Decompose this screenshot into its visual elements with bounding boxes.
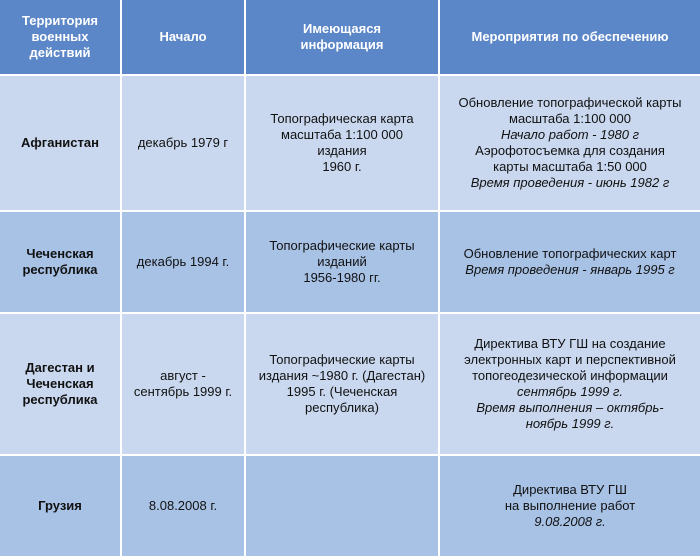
cell-line: декабрь 1994 г. bbox=[136, 254, 230, 269]
territory-cell bbox=[0, 76, 122, 212]
cell-line: Директива ВТУ ГШ на создание bbox=[474, 336, 666, 351]
cell-line-italic: 9.08.2008 г. bbox=[534, 514, 606, 529]
actions-cell bbox=[440, 456, 700, 558]
cell-line: информация bbox=[300, 37, 384, 52]
cell-line: издания bbox=[317, 143, 367, 158]
cell-line: республика bbox=[22, 262, 98, 277]
cell-line: республика) bbox=[305, 400, 379, 415]
cell-line: военных bbox=[31, 29, 89, 44]
cell-line: 1995 г. (Чеченская bbox=[286, 384, 398, 399]
info-cell bbox=[246, 212, 440, 314]
cell-line: 1960 г. bbox=[322, 159, 362, 174]
territory-cell bbox=[0, 314, 122, 456]
header-territory bbox=[0, 0, 122, 76]
cell-line: действий bbox=[29, 45, 91, 60]
territory-cell bbox=[0, 456, 122, 558]
cell-line: Афганистан bbox=[21, 135, 99, 150]
cell-line-italic: Начало работ - 1980 г bbox=[500, 127, 640, 142]
header-info bbox=[246, 0, 440, 76]
info-cell bbox=[246, 456, 440, 558]
cell-line: Грузия bbox=[38, 498, 82, 513]
header-actions bbox=[440, 0, 700, 76]
cell-line: Обновление топографической карты bbox=[458, 95, 682, 110]
start-cell bbox=[122, 76, 246, 212]
cell-line: Аэрофотосъемка для создания bbox=[475, 143, 665, 158]
cell-line: Начало bbox=[159, 29, 207, 44]
cell-line: Топографические карты bbox=[269, 352, 415, 367]
start-cell bbox=[122, 314, 246, 456]
table-row bbox=[0, 314, 700, 456]
cell-line: Обновление топографических карт bbox=[463, 246, 677, 261]
cell-line: август - bbox=[160, 368, 206, 383]
cell-line-italic: сентябрь 1999 г. bbox=[516, 384, 624, 399]
cell-line: Мероприятия по обеспечению bbox=[471, 29, 669, 44]
territory-cell bbox=[0, 212, 122, 314]
cell-line-italic: Время проведения - январь 1995 г bbox=[465, 262, 675, 277]
header-row bbox=[0, 0, 700, 76]
info-cell bbox=[246, 76, 440, 212]
cell-line: сентябрь 1999 г. bbox=[133, 384, 233, 399]
actions-cell bbox=[440, 314, 700, 456]
cell-line: масштаба 1:100 000 bbox=[281, 127, 403, 142]
cell-line: электронных карт и перспективной bbox=[464, 352, 676, 367]
actions-cell bbox=[440, 76, 700, 212]
table-row bbox=[0, 76, 700, 212]
cell-line: изданий bbox=[317, 254, 367, 269]
info-cell bbox=[246, 314, 440, 456]
cell-line: Территория bbox=[21, 13, 99, 28]
cell-line: масштаба 1:100 000 bbox=[509, 111, 631, 126]
start-cell bbox=[122, 212, 246, 314]
cell-line: Имеющаяся bbox=[302, 21, 382, 36]
table-row bbox=[0, 456, 700, 558]
cell-line: карты масштаба 1:50 000 bbox=[493, 159, 647, 174]
cell-line: Дагестан и bbox=[25, 360, 95, 375]
cell-line: издания ~1980 г. (Дагестан) bbox=[258, 368, 426, 383]
cell-line: на выполнение работ bbox=[504, 498, 636, 513]
cell-line: Топографическая карта bbox=[270, 111, 414, 126]
cell-line: 1956-1980 гг. bbox=[303, 270, 381, 285]
cell-line: Чеченская bbox=[26, 246, 94, 261]
cell-line: Директива ВТУ ГШ bbox=[513, 482, 627, 497]
cell-line: 8.08.2008 г. bbox=[148, 498, 218, 513]
cell-line: Топографические карты bbox=[269, 238, 415, 253]
cell-line: Чеченская bbox=[26, 376, 94, 391]
actions-cell bbox=[440, 212, 700, 314]
cell-line: топогеодезической информации bbox=[472, 368, 668, 383]
cell-line: республика bbox=[22, 392, 98, 407]
header-start bbox=[122, 0, 246, 76]
cell-line-italic: ноябрь 1999 г. bbox=[525, 416, 615, 431]
cell-line: декабрь 1979 г bbox=[137, 135, 229, 150]
cell-line-italic: Время проведения - июнь 1982 г bbox=[470, 175, 670, 190]
start-cell bbox=[122, 456, 246, 558]
cell-line-italic: Время выполнения – октябрь- bbox=[476, 400, 664, 415]
table-row bbox=[0, 212, 700, 314]
